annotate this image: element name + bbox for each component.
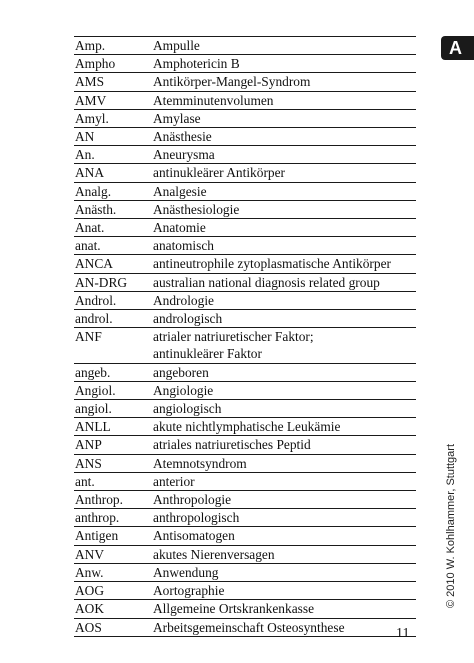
table-row <box>74 146 416 164</box>
meaning-text: Angiologie <box>153 382 214 398</box>
table-row <box>74 219 416 237</box>
meaning-text: Aortographie <box>153 583 225 599</box>
table-row <box>74 164 416 182</box>
meaning-text: australian national diagnosis related group <box>153 274 380 290</box>
meaning-text: Atemminutenvolumen <box>153 92 274 108</box>
abbreviation-cell: Anästh. <box>75 201 117 217</box>
meaning-text: Anästhesiologie <box>153 201 240 217</box>
meaning-cell <box>153 310 416 327</box>
table-row <box>74 110 416 128</box>
meaning-cell <box>153 382 416 399</box>
meaning-text: Amylase <box>153 110 201 126</box>
table-row <box>74 546 416 564</box>
table-row <box>74 292 416 310</box>
abbreviation-cell: AOK <box>75 601 105 617</box>
abbreviation-cell: AN-DRG <box>75 274 128 290</box>
abbreviation-cell: ant. <box>75 473 95 489</box>
abbreviation-cell: ANA <box>75 165 105 181</box>
meaning-cell <box>153 37 416 54</box>
meaning-text: Anatomie <box>153 220 206 236</box>
meaning-text: Arbeitsgemeinschaft Osteosynthese <box>153 619 345 635</box>
meaning-cell <box>153 509 416 526</box>
table-row <box>74 364 416 382</box>
abbreviation-cell: AMV <box>75 92 107 108</box>
abbreviation-cell: androl. <box>75 311 113 327</box>
table-row <box>74 564 416 582</box>
meaning-text: Antisomatogen <box>153 528 235 544</box>
table-row <box>74 600 416 618</box>
abbreviation-cell: Amp. <box>75 38 106 53</box>
abbreviation-cell: Amyl. <box>75 110 109 126</box>
table-row <box>74 55 416 73</box>
abbreviation-cell: AMS <box>75 74 105 90</box>
meaning-text: Aneurysma <box>153 147 215 163</box>
meaning-cell <box>153 164 416 181</box>
abbreviation-table <box>74 36 416 637</box>
meaning-cell <box>153 328 416 362</box>
table-row <box>74 128 416 146</box>
meaning-cell <box>153 564 416 581</box>
meaning-text: Atemnotsyndrom <box>153 455 247 471</box>
meaning-cell <box>153 201 416 218</box>
table-row <box>74 73 416 91</box>
table-row <box>74 382 416 400</box>
meaning-text: Ampulle <box>153 38 200 53</box>
abbreviation-cell: Ampho <box>75 56 116 72</box>
abbreviation-cell: anat. <box>75 238 101 254</box>
meaning-cell <box>153 110 416 127</box>
abbreviation-cell: ANV <box>75 546 105 562</box>
meaning-cell <box>153 473 416 490</box>
table-row <box>74 400 416 418</box>
table-row <box>74 491 416 509</box>
meaning-cell <box>153 455 416 472</box>
abbreviation-cell: angeb. <box>75 364 111 380</box>
meaning-text: angeboren <box>153 364 209 380</box>
table-row <box>74 455 416 473</box>
meaning-cell <box>153 619 416 636</box>
meaning-text-continued: antinukleärer Faktor <box>153 346 262 362</box>
abbreviation-cell: ANP <box>75 437 102 453</box>
meaning-cell <box>153 600 416 617</box>
meaning-text: Anthropologie <box>153 492 232 508</box>
meaning-text: Anwendung <box>153 564 219 580</box>
meaning-text: anthropologisch <box>153 510 240 526</box>
meaning-cell <box>153 436 416 453</box>
table-row <box>74 527 416 545</box>
abbreviation-cell: ANS <box>75 455 102 471</box>
section-tab-marker: A <box>441 36 474 60</box>
meaning-text: anterior <box>153 473 195 489</box>
meaning-text: atrialer natriuretischer Faktor; <box>153 329 314 345</box>
meaning-cell <box>153 73 416 90</box>
meaning-cell <box>153 255 416 272</box>
abbreviation-cell: Anthrop. <box>75 492 123 508</box>
meaning-text: Analgesie <box>153 183 207 199</box>
meaning-cell <box>153 582 416 599</box>
meaning-cell <box>153 400 416 417</box>
meaning-cell <box>153 418 416 435</box>
meaning-cell <box>153 292 416 309</box>
meaning-text: atriales natriuretisches Peptid <box>153 437 311 453</box>
meaning-cell <box>153 237 416 254</box>
table-row <box>74 310 416 328</box>
abbreviation-cell: An. <box>75 147 95 163</box>
meaning-text: Antikörper-Mangel-Syndrom <box>153 74 311 90</box>
meaning-cell <box>153 128 416 145</box>
meaning-cell <box>153 546 416 563</box>
abbreviation-cell: AN <box>75 129 95 145</box>
table-row <box>74 201 416 219</box>
abbreviation-cell: ANLL <box>75 419 111 435</box>
copyright-notice: © 2010 W. Kohlhammer, Stuttgart <box>445 443 457 608</box>
abbreviation-cell: anthrop. <box>75 510 120 526</box>
table-row <box>74 509 416 527</box>
page-number: 11 <box>396 626 410 641</box>
table-row <box>74 237 416 255</box>
abbreviation-cell: angiol. <box>75 401 112 417</box>
meaning-text: antineutrophile zytoplasmatische Antikörper <box>153 256 391 272</box>
meaning-text: Allgemeine Ortskrankenkasse <box>153 601 315 617</box>
table-row <box>74 37 416 55</box>
table-row <box>74 619 416 637</box>
meaning-cell <box>153 92 416 109</box>
table-row <box>74 328 416 363</box>
meaning-text: Amphotericin B <box>153 56 240 72</box>
abbreviation-cell: Anat. <box>75 220 105 236</box>
meaning-text: Anästhesie <box>153 129 212 145</box>
meaning-text: Andrologie <box>153 292 214 308</box>
abbreviation-cell: Analg. <box>75 183 112 199</box>
meaning-cell <box>153 183 416 200</box>
abbreviation-cell: Antigen <box>75 528 119 544</box>
abbreviation-cell: Anw. <box>75 564 104 580</box>
meaning-text: akutes Nierenversagen <box>153 546 275 562</box>
meaning-cell <box>153 491 416 508</box>
table-row <box>74 183 416 201</box>
table-row <box>74 582 416 600</box>
abbreviation-cell: AOG <box>75 583 105 599</box>
meaning-cell <box>153 146 416 163</box>
meaning-cell <box>153 274 416 291</box>
table-row <box>74 92 416 110</box>
meaning-cell <box>153 364 416 381</box>
abbreviation-cell: ANF <box>75 329 102 345</box>
meaning-text: andrologisch <box>153 311 223 327</box>
meaning-cell <box>153 219 416 236</box>
meaning-text: angiologisch <box>153 401 222 417</box>
table-row <box>74 255 416 273</box>
table-row <box>74 473 416 491</box>
abbreviation-cell: Angiol. <box>75 382 116 398</box>
abbreviation-cell: Androl. <box>75 292 117 308</box>
table-row <box>74 274 416 292</box>
table-row <box>74 436 416 454</box>
abbreviation-cell: ANCA <box>75 256 113 272</box>
abbreviation-cell: AOS <box>75 619 102 635</box>
meaning-cell <box>153 55 416 72</box>
meaning-text: anatomisch <box>153 238 214 254</box>
table-row <box>74 418 416 436</box>
meaning-text: antinukleärer Antikörper <box>153 165 285 181</box>
meaning-cell <box>153 527 416 544</box>
meaning-text: akute nichtlymphatische Leukämie <box>153 419 341 435</box>
